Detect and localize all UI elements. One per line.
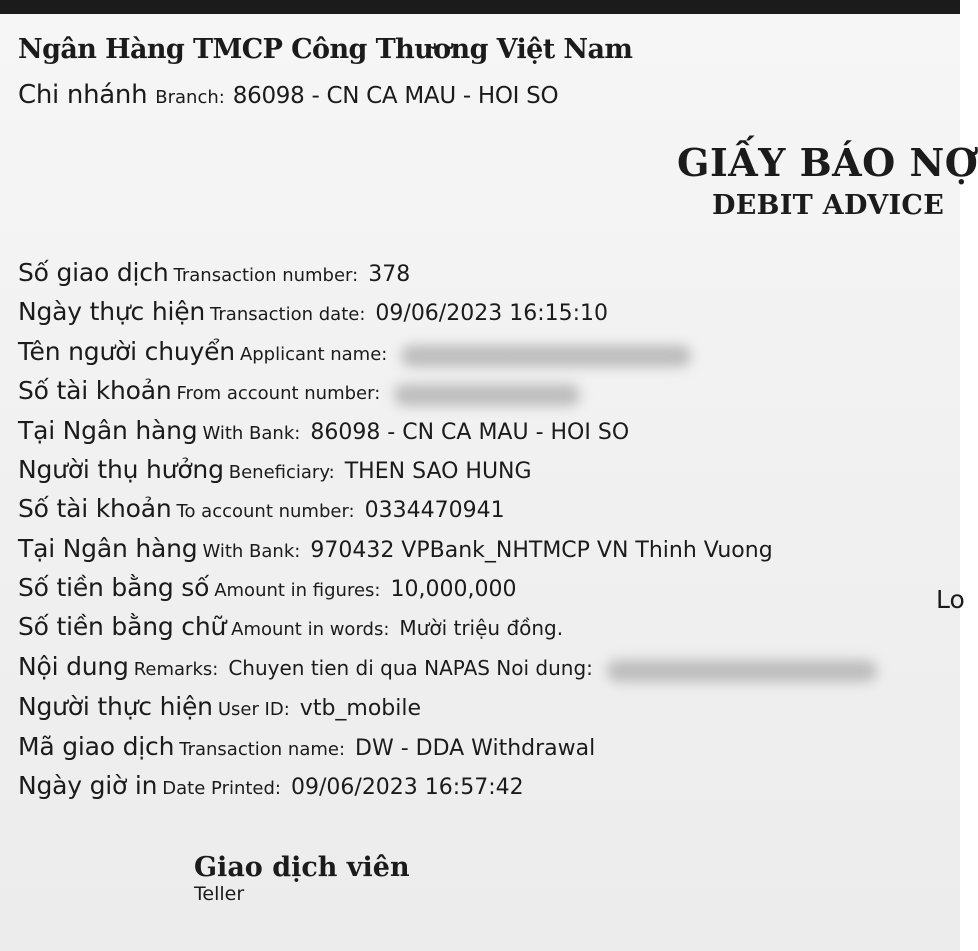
field-row-beneficiary: [18, 455, 532, 484]
field-label-en: With Bank:: [202, 423, 301, 444]
redacted-value: [394, 384, 580, 406]
field-row-to-bank: [18, 534, 773, 563]
field-label-en: With Bank:: [202, 541, 301, 562]
field-value: DW - DDA Withdrawal: [355, 736, 596, 761]
cut-off-text-fragment: Lo: [936, 585, 965, 614]
field-value: 09/06/2023 16:57:42: [291, 775, 524, 800]
field-label-vi: Người thực hiện: [18, 692, 213, 721]
branch-label-vi: Chi nhánh: [18, 80, 148, 110]
field-label-vi: Số giao dịch: [18, 258, 169, 287]
field-label-vi: Tên người chuyển: [18, 337, 235, 366]
field-label-en: Transaction number:: [173, 265, 359, 286]
field-row-transaction-date: [18, 297, 608, 326]
field-label-vi: Tại Ngân hàng: [18, 534, 198, 563]
field-label-en: Amount in words:: [231, 619, 390, 640]
field-row-from-account: [18, 376, 580, 406]
document-title-en: DEBIT ADVICE: [712, 190, 945, 221]
field-label-en: Applicant name:: [239, 344, 388, 365]
field-label-en: Transaction date:: [210, 304, 366, 325]
field-label-en: Date Printed:: [162, 778, 281, 799]
field-row-remarks: [18, 652, 877, 682]
field-row-to-account: [18, 494, 505, 523]
field-value: Mười triệu đồng.: [399, 616, 564, 640]
redacted-value: [401, 345, 691, 367]
field-label-vi: Số tài khoản: [18, 376, 172, 405]
field-value: Chuyen tien di qua NAPAS Noi dung:: [228, 656, 593, 680]
field-label-vi: Tại Ngân hàng: [18, 416, 198, 445]
field-value: THEN SAO HUNG: [344, 459, 532, 484]
field-value: 970432 VPBank_NHTMCP VN Thinh Vuong: [310, 538, 773, 563]
branch-label-en: Branch:: [155, 87, 225, 108]
field-label-vi: Ngày giờ in: [18, 771, 158, 800]
bank-name: Ngân Hàng TMCP Công Thương Việt Nam: [18, 34, 633, 65]
field-label-vi: Người thụ hưởng: [18, 455, 224, 484]
field-label-en: Transaction name:: [179, 739, 346, 760]
field-row-transaction-number: [18, 258, 410, 287]
branch-line: [18, 80, 558, 110]
field-row-amount-words: [18, 612, 563, 641]
branch-value: 86098 - CN CA MAU - HOI SO: [232, 83, 559, 109]
field-row-amount-figures: [18, 573, 516, 602]
redacted-value: [607, 660, 877, 682]
field-label-en: To account number:: [176, 501, 355, 522]
document-title-vi: GIẤY BÁO NỢ: [677, 140, 978, 185]
field-label-vi: Ngày thực hiện: [18, 297, 206, 326]
field-row-from-bank: [18, 416, 629, 445]
field-label-vi: Số tiền bằng số: [18, 573, 210, 602]
field-value: 0334470941: [364, 498, 505, 523]
field-row-applicant-name: [18, 337, 691, 367]
teller-label-vi: Giao dịch viên: [194, 852, 410, 883]
field-label-en: Amount in figures:: [214, 580, 381, 601]
field-value: 378: [368, 262, 411, 287]
field-value: vtb_mobile: [299, 696, 422, 721]
field-label-vi: Số tiền bằng chữ: [18, 612, 227, 641]
field-label-en: From account number:: [176, 383, 381, 404]
field-label-en: User ID:: [217, 699, 290, 720]
field-value: 09/06/2023 16:15:10: [375, 301, 609, 326]
field-label-en: Remarks:: [133, 659, 219, 680]
field-label-en: Beneficiary:: [228, 462, 335, 483]
field-row-transaction-name: [18, 732, 595, 761]
field-label-vi: Mã giao dịch: [18, 732, 175, 761]
field-value: 10,000,000: [390, 577, 517, 602]
field-row-user-id: [18, 692, 421, 721]
top-border-rule: [0, 0, 960, 14]
field-value: 86098 - CN CA MAU - HOI SO: [310, 420, 630, 445]
field-label-vi: Số tài khoản: [18, 494, 172, 523]
field-label-vi: Nội dung: [18, 652, 129, 681]
teller-label-en: Teller: [194, 883, 245, 905]
field-row-date-printed: [18, 771, 524, 800]
